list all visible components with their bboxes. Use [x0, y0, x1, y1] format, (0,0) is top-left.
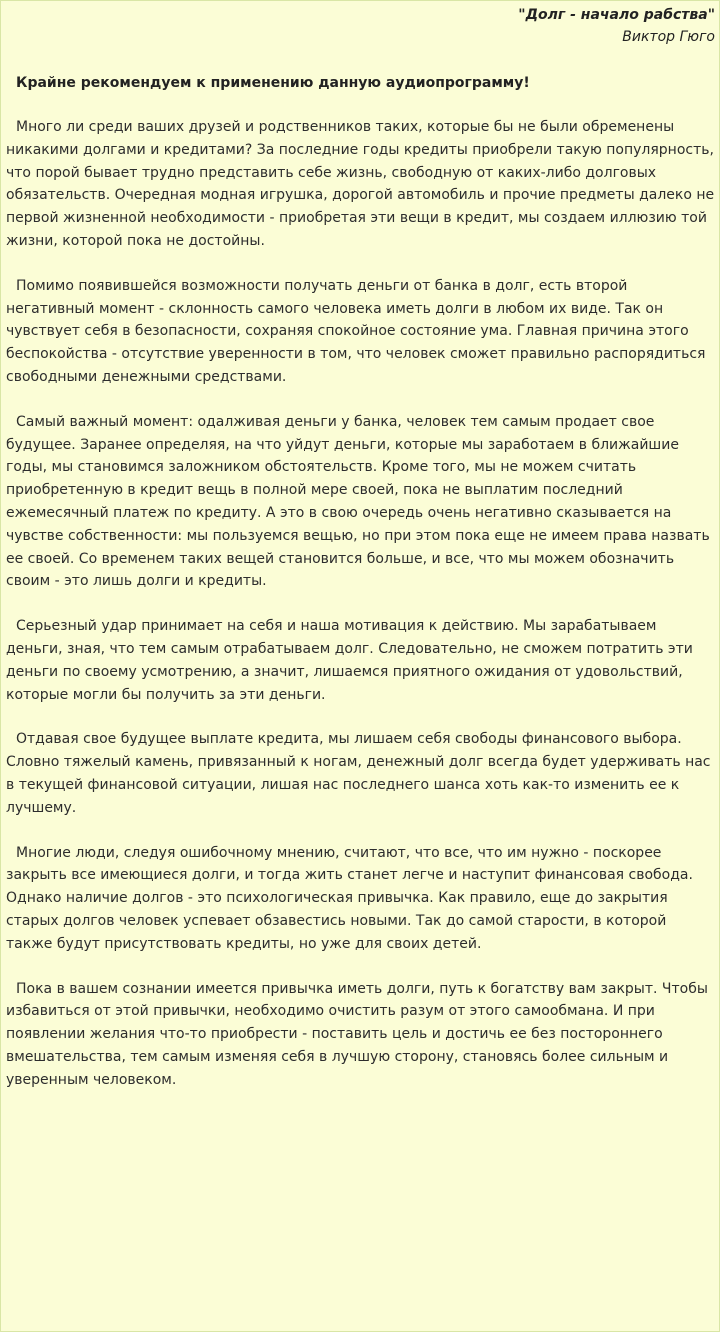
paragraph-5: Отдавая свое будущее выплате кредита, мы лишаем себя свободы финансового выбора. Словно тяжелый камень, привязанный к ногам, денежный долг всегда будет удерживать нас в текущей финансовой ситуации, лишая нас последнего шанса хоть как-то изменить ее к лучшему. — [6, 731, 711, 816]
paragraph-6: Многие люди, следуя ошибочному мнению, считают, что все, что им нужно - поскорее закрыть все имеющиеся долги, и тогда жить станет легче и наступит финансовая свобода. Однако наличие долгов - это психологическая привычка. Как правило, еще до закрытия старых долгов человек успевает обзавестись новыми. Так до самой старости, в которой также будут присутствовать кредиты, но уже для своих детей. — [6, 844, 693, 952]
paragraph-1: Много ли среди ваших друзей и родственников таких, которые бы не были обременены никакими долгами и кредитами? За последние годы кредиты приобрели такую популярность, что порой бывает трудно представить себе жизнь, свободную от каких-либо долговых обязательств. Очередная модная игрушка, дорогой автомобиль и прочие предметы далеко не первой жизненной необходимости - приобретая эти вещи в кредит, мы создаем иллюзию той жизни, которой пока не достойны. — [6, 119, 715, 249]
epigraph-quote: "Долг - начало рабства" — [518, 7, 715, 23]
recommendation-heading: Крайне рекомендуем к применению данную аудиопрограмму! — [16, 75, 530, 91]
paragraph-3: Самый важный момент: одалживая деньги у банка, человек тем самым продает свое будущее. Заранее определяя, на что уйдут деньги, которые мы заработаем в ближайшие годы, мы становимся заложником обстоятельств. Кроме того, мы не можем считать приобретенную в кредит вещь в полной мере своей, пока не выплатим последний ежемесячный платеж по кредиту. А это в свою очередь очень негативно сказывается на чувстве собственности: мы пользуемся вещью, но при этом пока еще не имеем права назвать ее своей. Со временем таких вещей становится больше, и все, что мы можем обозначить своим - это лишь долги и кредиты. — [6, 413, 710, 590]
epigraph — [518, 4, 715, 48]
epigraph-author: Виктор Гюго — [622, 29, 715, 45]
paragraph-4: Серьезный удар принимает на себя и наша мотивация к действию. Мы зарабатываем деньги, зная, что тем самым отрабатываем долг. Следовательно, не сможем потратить эти деньги по своему усмотрению, а значит, лишаемся приятного ожидания от удовольствий, которые могли бы получить за эти деньги. — [6, 618, 693, 703]
article-body — [6, 72, 716, 1113]
paragraph-7: Пока в вашем сознании имеется привычка иметь долги, путь к богатству вам закрыт. Чтобы избавиться от этой привычки, необходимо очистить разум от этого самообмана. И при появлении желания что-то приобрести - поставить цель и достичь ее без постороннего вмешательства, тем самым изменяя себя в лучшую сторону, становясь более сильным и уверенным человеком. — [6, 980, 708, 1088]
paragraph-2: Помимо появившейся возможности получать деньги от банка в долг, есть второй негативный момент - склонность самого человека иметь долги в любом их виде. Так он чувствует себя в безопасности, сохраняя спокойное состояние ума. Главная причина этого беспокойства - отсутствие уверенности в том, что человек сможет правильно распорядиться свободными денежными средствами. — [6, 277, 706, 385]
